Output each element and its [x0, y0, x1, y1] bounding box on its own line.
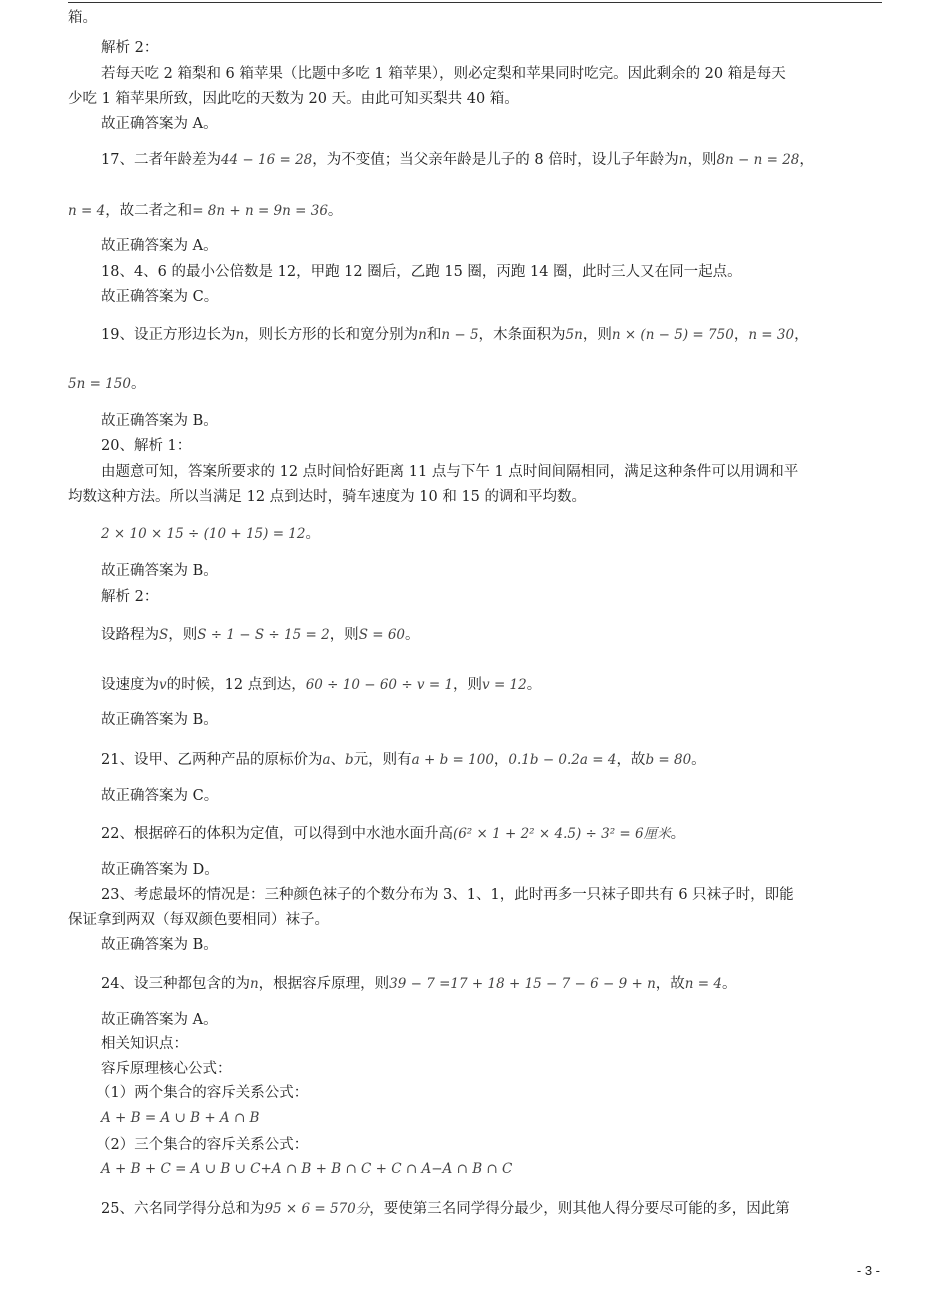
text-line: 故正确答案为 B。 — [101, 563, 218, 579]
text-line: 故正确答案为 B。 — [101, 712, 218, 728]
header-rule — [68, 2, 882, 3]
text-line: （2）三个集合的容斥关系公式： — [96, 1137, 309, 1153]
text-line: 少吃 1 箱苹果所致，因此吃的天数为 20 天。由此可知买梨共 40 箱。 — [68, 91, 519, 107]
text-line: （1）两个集合的容斥关系公式： — [96, 1085, 309, 1101]
text-line: 故正确答案为 A。 — [101, 1012, 218, 1028]
q24-line: 24、设三种都包含的为n，根据容斥原理，则39 − 7 =17 + 18 + 15 − 7 − 6 − 9 + n，故n = 4。 — [101, 976, 737, 992]
formula-three-sets: A + B + C = A ∪ B ∪ C+A ∩ B + B ∩ C + C ∩ A−A ∩ B ∩ C — [101, 1161, 513, 1177]
q21-line: 21、设甲、乙两种产品的原标价为a、b元，则有a + b = 100，0.1b − 0.2a = 4，故b = 80。 — [101, 752, 706, 768]
text-line: 均数这种方法。所以当满足 12 点到达时，骑车速度为 10 和 15 的调和平均数。 — [68, 489, 587, 505]
page-number: - 3 - — [856, 1263, 880, 1278]
text-line: 解析 2： — [101, 40, 159, 56]
text-line: 故正确答案为 C。 — [101, 289, 219, 305]
q17-line-2: n = 4，故二者之和= 8n + n = 9n = 36。 — [68, 203, 343, 219]
text-line: 箱。 — [68, 10, 97, 26]
text-line: 故正确答案为 B。 — [101, 937, 218, 953]
text-line: 容斥原理核心公式： — [101, 1061, 232, 1077]
text-line: 故正确答案为 A。 — [101, 116, 218, 132]
text-line: 20、解析 1： — [101, 438, 192, 454]
q19-line-1: 19、设正方形边长为n，则长方形的长和宽分别为n和n − 5，木条面积为5n，则n × (n − 5) = 750，n = 30， — [101, 327, 809, 343]
q17-line-1: 17、二者年龄差为44 − 16 = 28，为不变值；当父亲年龄是儿子的 8 倍时，设儿子年龄为n，则8n − n = 28， — [101, 152, 814, 168]
q20-formula: 2 × 10 × 15 ÷ (10 + 15) = 12。 — [101, 526, 320, 542]
q20-speed-line: 设速度为v的时候，12 点到达，60 ÷ 10 − 60 ÷ v = 1，则v = 12。 — [101, 677, 542, 693]
text-line: 故正确答案为 B。 — [101, 413, 218, 429]
q20-distance-line: 设路程为S，则S ÷ 1 − S ÷ 15 = 2，则S = 60。 — [101, 627, 420, 643]
text-line: 18、4、6 的最小公倍数是 12，甲跑 12 圈后，乙跑 15 圈，丙跑 14 圈，此时三人又在同一起点。 — [101, 264, 742, 280]
text-line: 故正确答案为 A。 — [101, 238, 218, 254]
text-line: 若每天吃 2 箱梨和 6 箱苹果（比题中多吃 1 箱苹果），则必定梨和苹果同时吃完。因此剩余的 20 箱是每天 — [101, 66, 786, 82]
q19-line-2: 5n = 150。 — [68, 376, 146, 392]
text-line: 由题意可知，答案所要求的 12 点时间恰好距离 11 点与下午 1 点时间间隔相同，满足这种条件可以用调和平 — [101, 464, 799, 480]
q22-line: 22、根据碎石的体积为定值，可以得到中水池水面升高(6² × 1 + 2² × 4.5) ÷ 3² = 6厘米。 — [101, 826, 686, 842]
formula-two-sets: A + B = A ∪ B + A ∩ B — [101, 1110, 260, 1126]
text-line: 保证拿到两双（每双颜色要相同）袜子。 — [68, 912, 329, 928]
text-line: 23、考虑最坏的情况是：三种颜色袜子的个数分布为 3、1、1，此时再多一只袜子即共有 6 只袜子时，即能 — [101, 887, 794, 903]
text-line: 故正确答案为 C。 — [101, 788, 219, 804]
text-line: 相关知识点： — [101, 1036, 188, 1052]
text-line: 故正确答案为 D。 — [101, 862, 219, 878]
q25-line: 25、六名同学得分总和为95 × 6 = 570分，要使第三名同学得分最少，则其他人得分要尽可能的多，因此第 — [101, 1201, 790, 1217]
text-line: 解析 2： — [101, 589, 159, 605]
